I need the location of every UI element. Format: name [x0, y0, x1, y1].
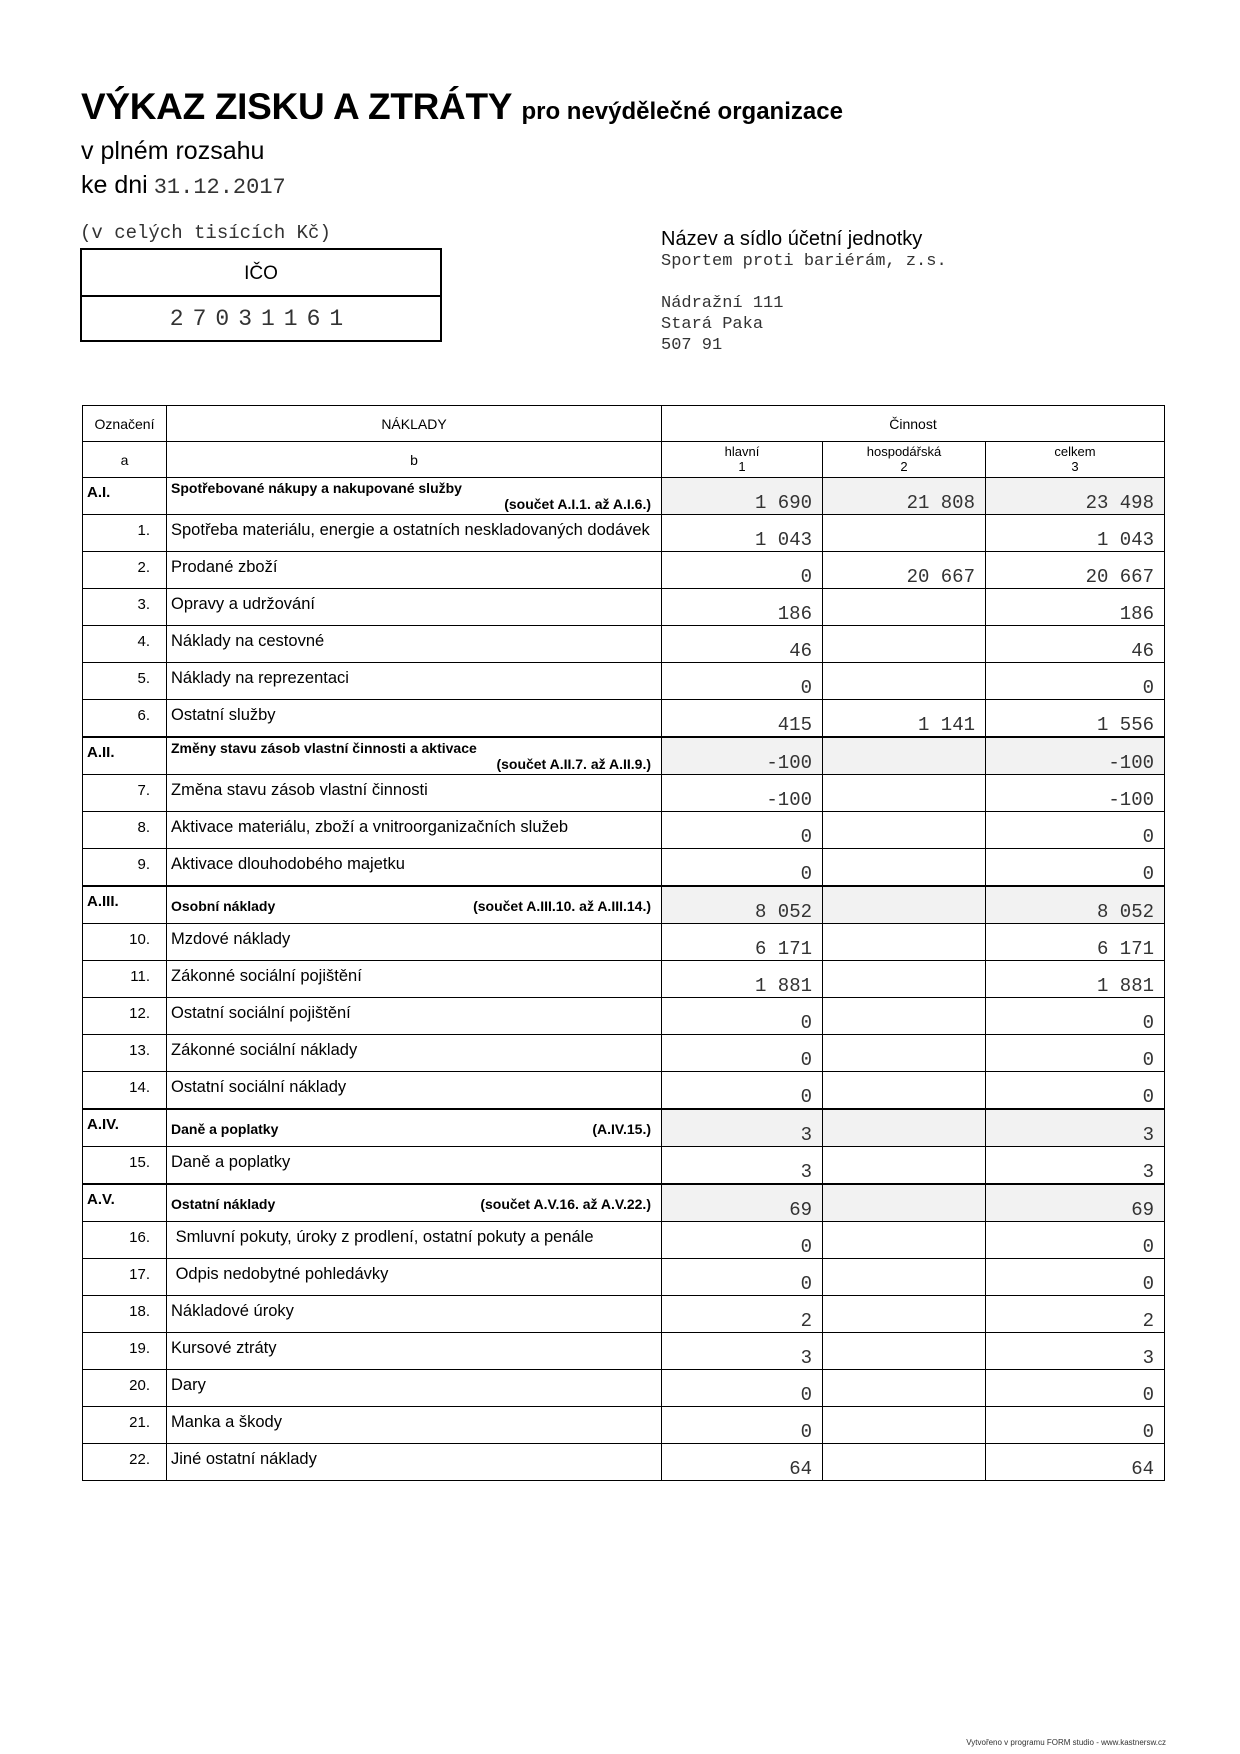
group-label-line — [171, 898, 651, 914]
row-label: Manka a škody — [167, 1407, 662, 1444]
row-label: Aktivace materiálu, zboží a vnitroorganizačních služeb — [167, 812, 662, 849]
header-col-hlavni — [662, 442, 823, 478]
report-date: 31.12.2017 — [153, 175, 286, 200]
value-celkem: -100 — [986, 775, 1165, 812]
group-sum-note: (A.IV.15.) — [592, 1121, 651, 1137]
row-code: 8. — [83, 812, 167, 849]
value-celkem: 46 — [986, 626, 1165, 663]
row-code: 12. — [83, 998, 167, 1035]
row-code: 21. — [83, 1407, 167, 1444]
row-code: A.IV. — [83, 1109, 167, 1147]
value-hlavni: 1 881 — [662, 961, 823, 998]
report-date-line — [81, 171, 286, 200]
value-hlavni: 0 — [662, 1259, 823, 1296]
value-hospodarska — [823, 1184, 986, 1222]
report-title-main: VÝKAZ ZISKU A ZTRÁTY — [81, 86, 512, 127]
header-col-hospodarska — [823, 442, 986, 478]
row-label: Dary — [167, 1370, 662, 1407]
row-code: 7. — [83, 775, 167, 812]
value-celkem: 0 — [986, 1222, 1165, 1259]
value-hlavni: 0 — [662, 663, 823, 700]
value-celkem: 2 — [986, 1296, 1165, 1333]
table-row — [83, 1222, 1165, 1259]
value-celkem: 0 — [986, 998, 1165, 1035]
row-code: A.V. — [83, 1184, 167, 1222]
value-celkem: 0 — [986, 1370, 1165, 1407]
value-hospodarska — [823, 886, 986, 924]
row-code: 6. — [83, 700, 167, 738]
value-hospodarska — [823, 961, 986, 998]
value-hlavni: 186 — [662, 589, 823, 626]
group-label-cell — [167, 1109, 662, 1147]
header-col-hlavni-num: 1 — [738, 459, 746, 474]
row-code: 15. — [83, 1147, 167, 1185]
row-label: Zákonné sociální pojištění — [167, 961, 662, 998]
header-oznaceni: Označení — [83, 406, 167, 442]
value-celkem: 0 — [986, 663, 1165, 700]
value-hospodarska: 21 808 — [823, 478, 986, 515]
row-label: Prodané zboží — [167, 552, 662, 589]
value-hlavni: 0 — [662, 812, 823, 849]
row-label: Daně a poplatky — [167, 1147, 662, 1185]
value-hlavni: 8 052 — [662, 886, 823, 924]
group-sum-note: (součet A.III.10. až A.III.14.) — [473, 898, 651, 914]
header-col-hospodarska-label: hospodářská — [866, 444, 942, 459]
row-label: Smluvní pokuty, úroky z prodlení, ostatní pokuty a penále — [167, 1222, 662, 1259]
org-name: Sportem proti bariérám, z.s. — [661, 252, 947, 271]
value-hospodarska — [823, 1407, 986, 1444]
value-celkem: 1 043 — [986, 515, 1165, 552]
table-row — [83, 924, 1165, 961]
value-hlavni: 415 — [662, 700, 823, 738]
ico-box — [80, 248, 442, 342]
table-row — [83, 961, 1165, 998]
group-label: Změny stavu zásob vlastní činnosti a aktivace — [171, 740, 477, 756]
value-hospodarska: 1 141 — [823, 700, 986, 738]
value-hospodarska — [823, 1147, 986, 1185]
group-label: Osobní náklady — [171, 898, 276, 914]
value-hospodarska — [823, 663, 986, 700]
value-celkem: 6 171 — [986, 924, 1165, 961]
row-label: Ostatní sociální pojištění — [167, 998, 662, 1035]
row-label: Změna stavu zásob vlastní činnosti — [167, 775, 662, 812]
row-code: A.I. — [83, 478, 167, 515]
value-hlavni: 64 — [662, 1444, 823, 1481]
table-row — [83, 1444, 1165, 1481]
value-celkem: 0 — [986, 1259, 1165, 1296]
value-hospodarska — [823, 998, 986, 1035]
table-subheader-row — [83, 442, 1165, 478]
row-label: Odpis nedobytné pohledávky — [167, 1259, 662, 1296]
table-group-row — [83, 737, 1165, 775]
table-group-row — [83, 886, 1165, 924]
header-col-celkem-num: 3 — [1071, 459, 1079, 474]
row-code: 1. — [83, 515, 167, 552]
value-celkem: 64 — [986, 1444, 1165, 1481]
header-col-celkem — [986, 442, 1165, 478]
value-hospodarska — [823, 775, 986, 812]
row-code: 20. — [83, 1370, 167, 1407]
group-label: Ostatní náklady — [171, 1196, 276, 1212]
row-code: 22. — [83, 1444, 167, 1481]
ico-value: 27031161 — [169, 306, 353, 332]
row-code: A.II. — [83, 737, 167, 775]
table-row — [83, 663, 1165, 700]
group-sum-note: (součet A.II.7. až A.II.9.) — [496, 756, 651, 772]
ico-label: IČO — [82, 250, 440, 297]
table-group-row — [83, 1184, 1165, 1222]
row-code: 2. — [83, 552, 167, 589]
row-code: 16. — [83, 1222, 167, 1259]
group-label-cell — [167, 1184, 662, 1222]
value-hospodarska — [823, 737, 986, 775]
value-hospodarska — [823, 1296, 986, 1333]
table-row — [83, 1035, 1165, 1072]
row-code: 17. — [83, 1259, 167, 1296]
value-hlavni: 3 — [662, 1333, 823, 1370]
value-celkem: 0 — [986, 1407, 1165, 1444]
value-hlavni: 0 — [662, 1035, 823, 1072]
report-title-sub: pro nevýdělečné organizace — [521, 98, 843, 125]
value-hlavni: 3 — [662, 1109, 823, 1147]
row-label: Nákladové úroky — [167, 1296, 662, 1333]
value-celkem: 23 498 — [986, 478, 1165, 515]
table-row — [83, 1147, 1165, 1185]
value-hlavni: 2 — [662, 1296, 823, 1333]
org-zip: 507 91 — [661, 336, 723, 355]
value-hospodarska — [823, 1072, 986, 1110]
value-hlavni: 1 690 — [662, 478, 823, 515]
org-street: Nádražní 111 — [661, 294, 784, 313]
value-hospodarska — [823, 924, 986, 961]
value-hospodarska — [823, 1259, 986, 1296]
row-label: Ostatní sociální náklady — [167, 1072, 662, 1110]
value-hospodarska — [823, 1370, 986, 1407]
group-label-line — [171, 1196, 651, 1212]
group-label: Daně a poplatky — [171, 1121, 279, 1137]
value-celkem: 0 — [986, 1072, 1165, 1110]
row-label: Mzdové náklady — [167, 924, 662, 961]
value-hlavni: 0 — [662, 998, 823, 1035]
group-label: Spotřebované nákupy a nakupované služby — [171, 480, 462, 496]
value-hospodarska — [823, 1109, 986, 1147]
value-celkem: 3 — [986, 1109, 1165, 1147]
table-row — [83, 515, 1165, 552]
row-label: Kursové ztráty — [167, 1333, 662, 1370]
value-celkem: -100 — [986, 737, 1165, 775]
org-heading: Název a sídlo účetní jednotky — [661, 228, 923, 250]
value-hlavni: 46 — [662, 626, 823, 663]
table-group-row — [83, 1109, 1165, 1147]
value-hlavni: 1 043 — [662, 515, 823, 552]
row-code: 4. — [83, 626, 167, 663]
row-code: 18. — [83, 1296, 167, 1333]
value-celkem: 0 — [986, 1035, 1165, 1072]
org-city: Stará Paka — [661, 315, 764, 334]
value-hospodarska — [823, 515, 986, 552]
row-code: 10. — [83, 924, 167, 961]
value-hospodarska — [823, 1444, 986, 1481]
header-sub-a: a — [83, 442, 167, 478]
costs-table — [82, 405, 1165, 1481]
row-code: 19. — [83, 1333, 167, 1370]
row-code: 3. — [83, 589, 167, 626]
row-code: A.III. — [83, 886, 167, 924]
value-celkem: 69 — [986, 1184, 1165, 1222]
value-hlavni: 0 — [662, 1370, 823, 1407]
group-sum-note: (součet A.I.1. až A.I.6.) — [504, 496, 651, 512]
table-row — [83, 589, 1165, 626]
value-hospodarska — [823, 849, 986, 887]
row-label: Náklady na reprezentaci — [167, 663, 662, 700]
header-col-hlavni-label: hlavní — [724, 444, 760, 459]
value-hlavni: 0 — [662, 552, 823, 589]
value-celkem: 0 — [986, 812, 1165, 849]
table-row — [83, 1407, 1165, 1444]
value-celkem: 3 — [986, 1333, 1165, 1370]
table-row — [83, 775, 1165, 812]
table-row — [83, 998, 1165, 1035]
units-note: (v celých tisících Kč) — [80, 222, 331, 244]
row-code: 13. — [83, 1035, 167, 1072]
value-celkem: 8 052 — [986, 886, 1165, 924]
date-label: ke dni — [81, 171, 148, 199]
value-hlavni: -100 — [662, 775, 823, 812]
header-col-hospodarska-num: 2 — [900, 459, 908, 474]
value-hospodarska — [823, 1333, 986, 1370]
value-celkem: 3 — [986, 1147, 1165, 1185]
row-label: Ostatní služby — [167, 700, 662, 738]
header-cinnost: Činnost — [662, 406, 1165, 442]
row-label: Aktivace dlouhodobého majetku — [167, 849, 662, 887]
group-label-cell — [167, 886, 662, 924]
group-label-line — [171, 1121, 651, 1137]
footer-note: Vytvořeno v programu FORM studio - www.kastnersw.cz — [966, 1738, 1166, 1747]
value-celkem: 1 881 — [986, 961, 1165, 998]
value-hlavni: 0 — [662, 1222, 823, 1259]
group-sum-note: (součet A.V.16. až A.V.22.) — [480, 1196, 651, 1212]
table-row — [83, 700, 1165, 738]
row-code: 5. — [83, 663, 167, 700]
table-row — [83, 552, 1165, 589]
value-hlavni: 3 — [662, 1147, 823, 1185]
value-hlavni: 0 — [662, 1072, 823, 1110]
table-row — [83, 1296, 1165, 1333]
row-code: 9. — [83, 849, 167, 887]
row-label: Zákonné sociální náklady — [167, 1035, 662, 1072]
value-hlavni: 0 — [662, 1407, 823, 1444]
table-row — [83, 1333, 1165, 1370]
table-row — [83, 849, 1165, 887]
value-hlavni: -100 — [662, 737, 823, 775]
report-title — [81, 86, 843, 128]
table-row — [83, 626, 1165, 663]
value-hlavni: 69 — [662, 1184, 823, 1222]
value-celkem: 20 667 — [986, 552, 1165, 589]
header-naklady: NÁKLADY — [167, 406, 662, 442]
costs-table-body — [83, 406, 1165, 1481]
value-celkem: 1 556 — [986, 700, 1165, 738]
table-row — [83, 1370, 1165, 1407]
value-hospodarska — [823, 626, 986, 663]
row-label: Jiné ostatní náklady — [167, 1444, 662, 1481]
table-row — [83, 812, 1165, 849]
value-hospodarska — [823, 1222, 986, 1259]
row-label: Spotřeba materiálu, energie a ostatních neskladovaných dodávek — [167, 515, 662, 552]
row-code: 14. — [83, 1072, 167, 1110]
value-hospodarska: 20 667 — [823, 552, 986, 589]
value-hospodarska — [823, 1035, 986, 1072]
table-group-row — [83, 478, 1165, 515]
group-label-cell — [167, 737, 662, 775]
row-code: 11. — [83, 961, 167, 998]
value-hlavni: 6 171 — [662, 924, 823, 961]
report-scope: v plném rozsahu — [81, 137, 265, 165]
value-celkem: 0 — [986, 849, 1165, 887]
row-label: Opravy a udržování — [167, 589, 662, 626]
header-col-celkem-label: celkem — [1054, 444, 1096, 459]
header-sub-b: b — [167, 442, 662, 478]
value-hlavni: 0 — [662, 849, 823, 887]
table-row — [83, 1072, 1165, 1110]
value-hospodarska — [823, 812, 986, 849]
table-row — [83, 1259, 1165, 1296]
value-celkem: 186 — [986, 589, 1165, 626]
row-label: Náklady na cestovné — [167, 626, 662, 663]
value-hospodarska — [823, 589, 986, 626]
table-header-row — [83, 406, 1165, 442]
group-label-cell — [167, 478, 662, 515]
